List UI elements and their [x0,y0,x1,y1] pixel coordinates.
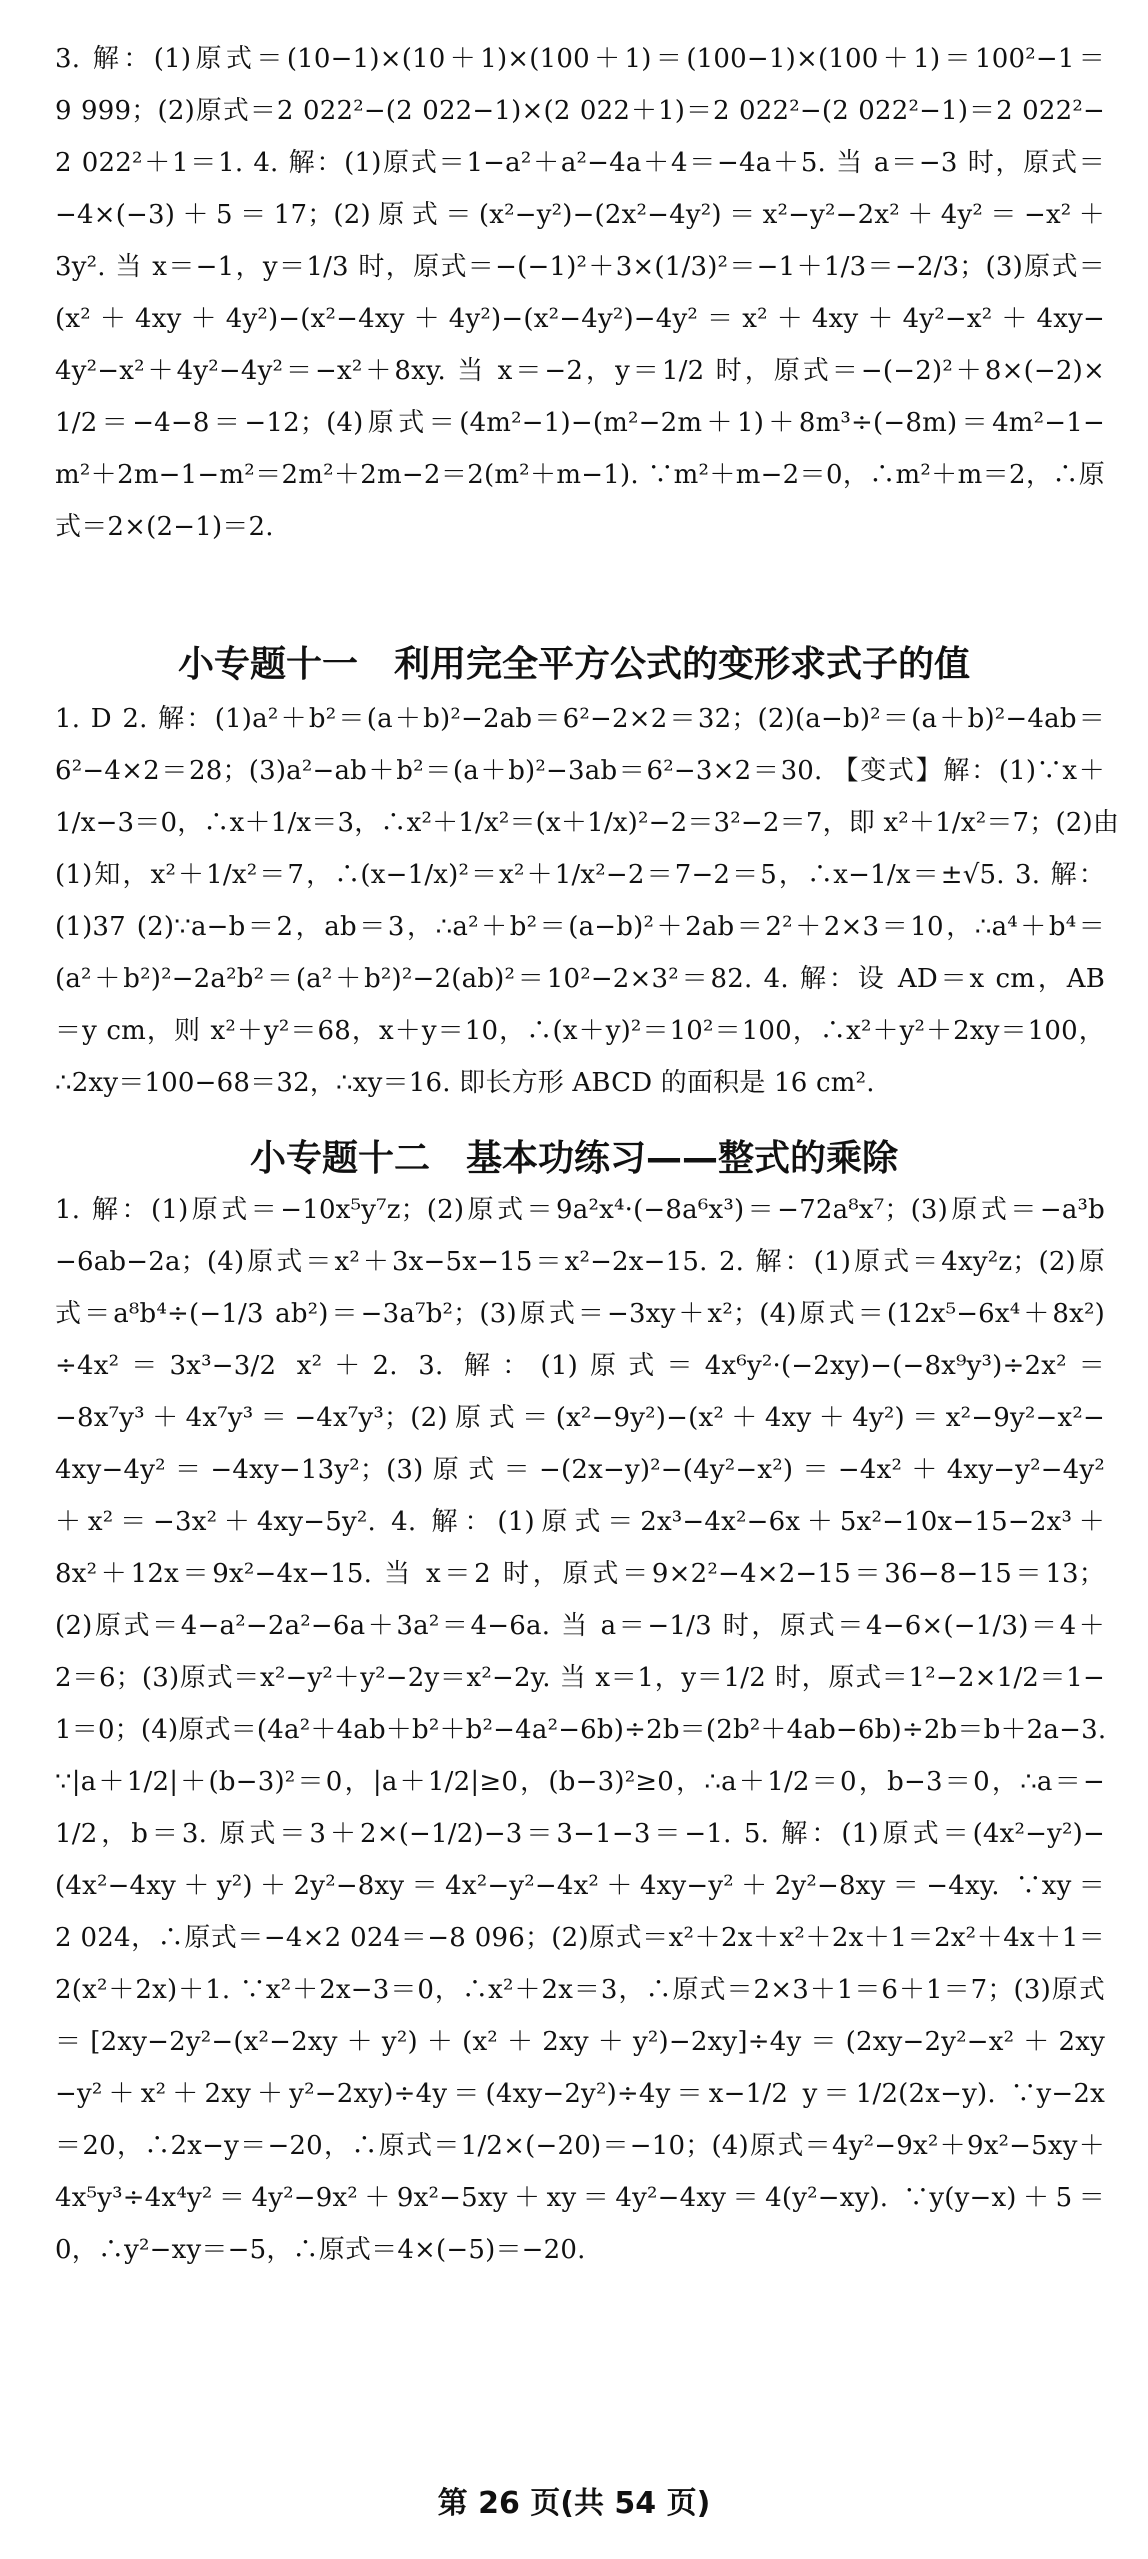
text-line: −y²＋x²＋2xy＋y²−2xy)÷4y＝(4xy−2y²)÷4y＝x−1/2 y＝1/2(2x−y). ∵y−2x [55,2079,1105,2109]
answers-section-10 [55,42,1105,562]
text-line: 6²−4×2＝28；(3)a²−ab＋b²＝(a＋b)²−3ab＝6²−3×2＝30. 【变式】解：(1)∵x＋ [55,756,1105,786]
answers-section-11 [55,702,1120,1118]
text-line: m²＋2m−1−m²＝2m²＋2m−2＝2(m²＋m−1). ∵m²＋m−2＝0，∴m²＋m＝2，∴原 [55,460,1105,490]
text-line: 1/2＝−4−8＝−12；(4)原式＝(4m²−1)−(m²−2m＋1)＋8m³÷(−8m)＝4m²−1− [55,408,1105,438]
text-line: 2 022²＋1＝1. 4. 解：(1)原式＝1−a²＋a²−4a＋4＝−4a＋5. 当 a＝−3 时，原式＝ [55,148,1105,178]
text-line: −8x⁷y³＋4x⁷y³＝−4x⁷y³；(2)原式＝(x²−9y²)−(x²＋4xy＋4y²)＝x²−9y²−x²− [55,1403,1105,1433]
text-line: −4×(−3)＋5＝17；(2)原式＝(x²−y²)−(2x²−4y²)＝x²−y²−2x²＋4y²＝−x²＋ [55,200,1105,230]
text-line: ＋x²＝−3x²＋4xy−5y². 4. 解：(1)原式＝2x³−4x²−6x＋5x²−10x−15−2x³＋ [55,1507,1105,1537]
page-number: 第 26 页(共 54 页) [437,2486,711,2521]
text-line: (1)37 (2)∵a−b＝2，ab＝3，∴a²＋b²＝(a−b)²＋2ab＝2²＋2×3＝10，∴a⁴＋b⁴＝ [55,912,1105,942]
text-line: ＝y cm，则 x²＋y²＝68，x＋y＝10，∴(x＋y)²＝10²＝100，∴x²＋y²＋2xy＝100， [55,1016,1105,1046]
text-line: 3y². 当 x＝−1，y＝1/3 时，原式＝−(−1)²＋3×(1/3)²＝−1＋1/3＝−2/3；(3)原式＝ [55,252,1105,282]
text-line: (x²＋4xy＋4y²)−(x²−4xy＋4y²)−(x²−4y²)−4y²＝x²＋4xy＋4y²−x²＋4xy− [55,304,1105,334]
answers-section-12 [55,1193,1105,2285]
text-line: 4y²−x²＋4y²−4y²＝−x²＋8xy. 当 x＝−2，y＝1/2 时，原式＝−(−2)²＋8×(−2)× [55,356,1105,386]
text-line: 1/2，b＝3. 原式＝3＋2×(−1/2)−3＝3−1−3＝−1. 5. 解：(1)原式＝(4x²−y²)− [55,1819,1105,1849]
text-line: 8x²＋12x＝9x²−4x−15. 当 x＝2 时，原式＝9×2²−4×2−15＝36−8−15＝13； [55,1559,1105,1589]
text-line: 1/x−3＝0，∴x＋1/x＝3，∴x²＋1/x²＝(x＋1/x)²−2＝3²−2＝7，即 x²＋1/x²＝7；(2)由 [55,808,1120,838]
text-line: 2(x²＋2x)＋1. ∵x²＋2x−3＝0，∴x²＋2x＝3，∴原式＝2×3＋1＝6＋1＝7；(3)原式 [55,1975,1105,2005]
text-line: 9 999；(2)原式＝2 022²−(2 022−1)×(2 022＋1)＝2 022²−(2 022²−1)＝2 022²− [55,96,1105,126]
text-line: (4x²−4xy＋y²)＋2y²−8xy＝4x²−y²−4x²＋4xy−y²＋2y²−8xy＝−4xy. ∵xy＝ [55,1871,1105,1901]
text-line: ＝[2xy−2y²−(x²−2xy＋y²)＋(x²＋2xy＋y²)−2xy]÷4y＝(2xy−2y²−x²＋2xy [55,2027,1105,2057]
text-line: 式＝2×(2−1)＝2. [55,512,274,542]
text-line: ∵|a＋1/2|＋(b−3)²＝0，|a＋1/2|≥0，(b−3)²≥0，∴a＋1/2＝0，b−3＝0，∴a＝− [55,1767,1105,1797]
text-line: ÷4x²＝3x³−3/2 x²＋2. 3. 解：(1)原式＝4x⁶y²·(−2xy)−(−8x⁹y³)÷2x²＝ [55,1351,1105,1381]
text-line: (a²＋b²)²−2a²b²＝(a²＋b²)²−2(ab)²＝10²−2×3²＝82. 4. 解：设 AD＝x cm，AB [55,964,1105,994]
text-line: −6ab−2a；(4)原式＝x²＋3x−5x−15＝x²−2x−15. 2. 解：(1)原式＝4xy²z；(2)原 [55,1247,1105,1277]
text-line: 式＝a⁸b⁴÷(−1/3 ab²)＝−3a⁷b²；(3)原式＝−3xy＋x²；(4)原式＝(12x⁵−6x⁴＋8x²) [55,1299,1105,1329]
text-line: (1)知，x²＋1/x²＝7，∴(x−1/x)²＝x²＋1/x²−2＝7−2＝5，∴x−1/x＝±√5. 3. 解： [55,860,1105,890]
section-heading-11: 小专题十一 利用完全平方公式的变形求式子的值 [177,644,970,685]
text-line: 1. D 2. 解：(1)a²＋b²＝(a＋b)²−2ab＝6²−2×2＝32；(2)(a−b)²＝(a＋b)²−4ab＝ [55,704,1105,734]
text-line: 2 024，∴原式＝−4×2 024＝−8 096；(2)原式＝x²＋2x＋x²＋2x＋1＝2x²＋4x＋1＝ [55,1923,1105,1953]
text-line: 4x⁵y³÷4x⁴y²＝4y²−9x²＋9x²−5xy＋xy＝4y²−4xy＝4(y²−xy). ∵y(y−x)＋5＝ [55,2183,1105,2213]
text-line: 1. 解：(1)原式＝−10x⁵y⁷z；(2)原式＝9a²x⁴·(−8a⁶x³)＝−72a⁸x⁷；(3)原式＝−a³b [55,1195,1105,1225]
text-line: 3. 解：(1)原式＝(10−1)×(10＋1)×(100＋1)＝(100−1)×(100＋1)＝100²−1＝ [55,44,1105,74]
text-line: 4xy−4y²＝−4xy−13y²；(3)原式＝−(2x−y)²−(4y²−x²)＝−4x²＋4xy−y²−4y² [55,1455,1105,1485]
text-line: ∴2xy＝100−68＝32，∴xy＝16. 即长方形 ABCD 的面积是 16 cm². [55,1068,875,1098]
text-line: (2)原式＝4−a²−2a²−6a＋3a²＝4−6a. 当 a＝−1/3 时，原式＝4−6×(−1/3)＝4＋ [55,1611,1105,1641]
text-line: 1＝0；(4)原式＝(4a²＋4ab＋b²＋b²−4a²−6b)÷2b＝(2b²＋4ab−6b)÷2b＝b＋2a−3. [55,1715,1107,1745]
section-heading-12: 小专题十二 基本功练习——整式的乘除 [249,1138,898,1179]
text-line: ＝20，∴2x−y＝−20，∴原式＝1/2×(−20)＝−10；(4)原式＝4y²−9x²＋9x²−5xy＋ [55,2131,1105,2161]
text-line: 2＝6；(3)原式＝x²−y²＋y²−2y＝x²−2y. 当 x＝1，y＝1/2 时，原式＝1²−2×1/2＝1− [55,1663,1105,1693]
text-line: 0，∴y²−xy＝−5，∴原式＝4×(−5)＝−20. [55,2235,586,2265]
